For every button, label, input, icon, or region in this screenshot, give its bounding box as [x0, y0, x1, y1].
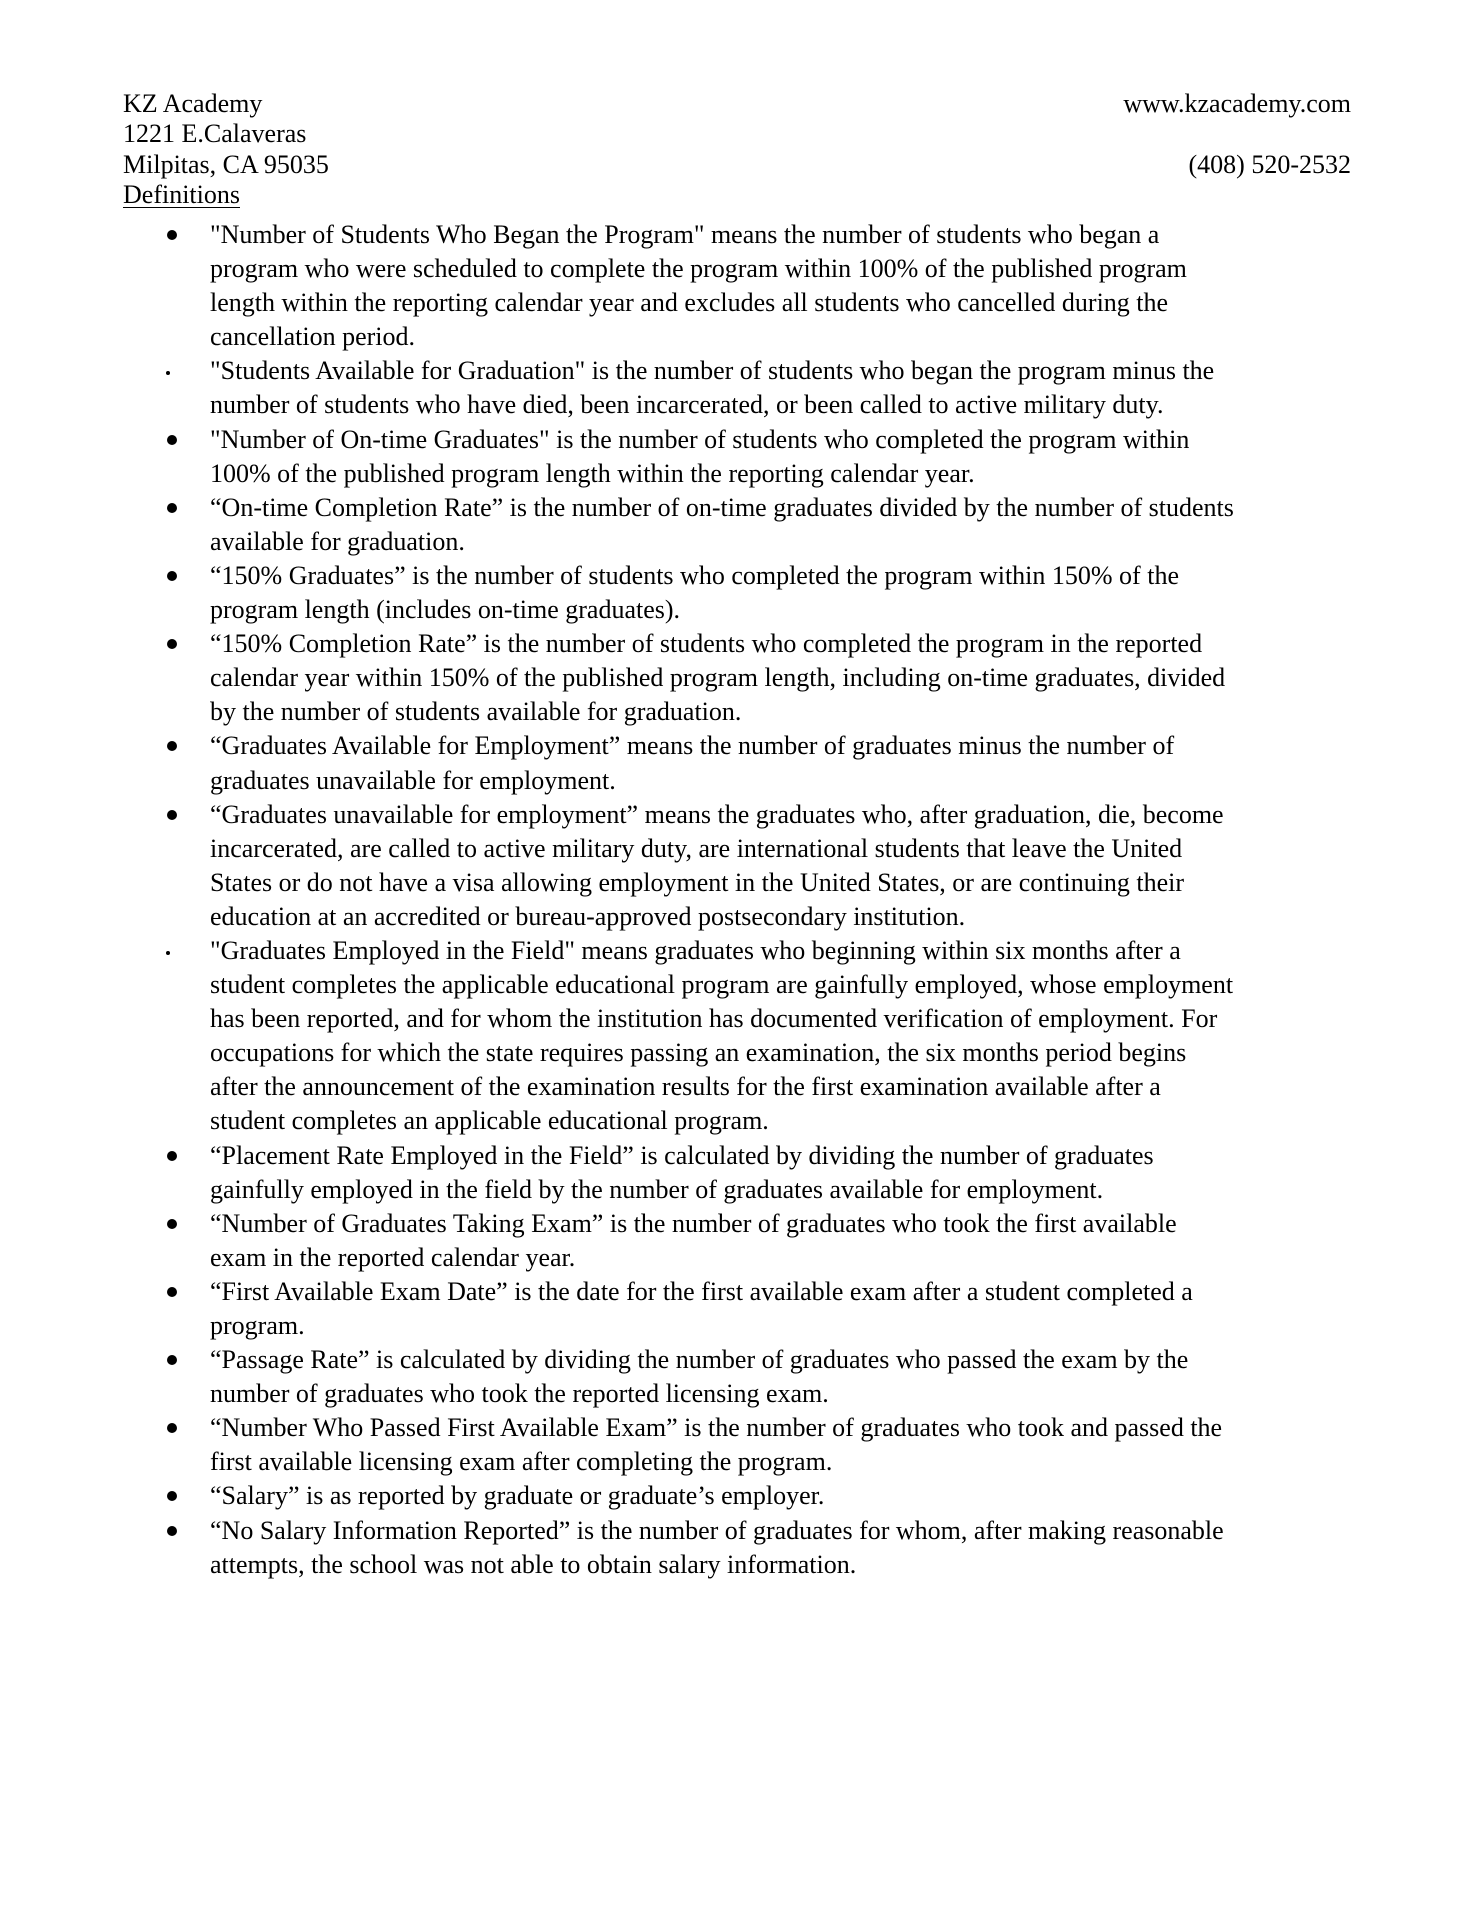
definition-text — [210, 1514, 1484, 1582]
definition-line: occupations for which the state requires passing an examination, the six months period begins — [210, 1038, 1187, 1068]
definition-line: “150% Graduates” is the number of students who completed the program within 150% of the — [210, 560, 1179, 590]
definition-text — [210, 491, 1484, 559]
definition-line: number of students who have died, been incarcerated, or been called to active military duty. — [210, 390, 1164, 420]
definitions-list — [0, 218, 1484, 1582]
definition-line: "Number of On-time Graduates" is the number of students who completed the program within — [210, 424, 1190, 454]
header-row-2 — [123, 119, 1351, 149]
definition-text — [210, 1411, 1484, 1479]
definition-item — [0, 491, 1484, 559]
definition-text — [210, 1343, 1484, 1411]
definition-line: “Salary” is as reported by graduate or graduate’s employer. — [210, 1481, 825, 1511]
definition-line: attempts, the school was not able to obtain salary information. — [210, 1549, 857, 1579]
definition-line: incarcerated, are called to active military duty, are international students that leave the United — [210, 833, 1183, 863]
definition-item — [0, 354, 1484, 422]
definition-text — [210, 1207, 1484, 1275]
bullet-icon — [167, 1287, 177, 1297]
definition-text — [210, 559, 1484, 627]
definition-text — [210, 423, 1484, 491]
bullet-icon — [167, 639, 177, 649]
definition-line: “On-time Completion Rate” is the number of on-time graduates divided by the number of students — [210, 492, 1234, 522]
definition-line: “Graduates Available for Employment” means the number of graduates minus the number of — [210, 731, 1175, 761]
address-city: Milpitas, CA 95035 — [123, 149, 329, 179]
definition-item — [0, 934, 1484, 1139]
bullet-icon — [167, 1423, 177, 1433]
definition-line: “Number of Graduates Taking Exam” is the number of graduates who took the first available — [210, 1208, 1177, 1238]
definition-line: program length (includes on-time graduates). — [210, 595, 681, 625]
definition-item — [0, 1514, 1484, 1582]
bullet-icon — [166, 951, 170, 955]
address-street: 1221 E.Calaveras — [123, 119, 307, 149]
definition-text — [210, 1275, 1484, 1343]
definition-line: length within the reporting calendar year and excludes all students who cancelled during the — [210, 288, 1169, 318]
definition-line: “Number Who Passed First Available Exam” is the number of graduates who took and passed the — [210, 1413, 1223, 1443]
definition-line: graduates unavailable for employment. — [210, 765, 616, 795]
definition-text — [210, 798, 1484, 934]
definition-text — [210, 1139, 1484, 1207]
definition-line: "Graduates Employed in the Field" means graduates who beginning within six months after a — [210, 935, 1181, 965]
bullet-icon — [166, 371, 170, 375]
definition-line: "Students Available for Graduation" is the number of students who began the program minus the — [210, 356, 1215, 386]
definition-text — [210, 1479, 1484, 1513]
bullet-icon — [167, 571, 177, 581]
definition-item — [0, 1411, 1484, 1479]
definition-line: gainfully employed in the field by the number of graduates available for employment. — [210, 1174, 1104, 1204]
definition-line: 100% of the published program length within the reporting calendar year. — [210, 458, 975, 488]
bullet-icon — [167, 1151, 177, 1161]
definition-line: available for graduation. — [210, 526, 465, 556]
definition-line: has been reported, and for whom the institution has documented verification of employment. For — [210, 1004, 1218, 1034]
bullet-icon — [167, 741, 177, 751]
definition-item — [0, 1275, 1484, 1343]
header-row-3 — [123, 150, 1351, 180]
definition-line: program. — [210, 1311, 305, 1340]
definition-text — [210, 218, 1484, 354]
bullet-icon — [167, 503, 177, 513]
definition-line: “150% Completion Rate” is the number of students who completed the program in the reported — [210, 629, 1203, 659]
section-title-definitions: Definitions — [123, 179, 240, 209]
bullet-icon — [167, 435, 177, 445]
definition-line: States or do not have a visa allowing employment in the United States, or are continuing their — [210, 867, 1185, 897]
letterhead — [123, 89, 1351, 210]
header-row-4 — [123, 180, 1351, 210]
organization-name: KZ Academy — [123, 89, 263, 118]
definition-line: number of graduates who took the reported licensing exam. — [210, 1379, 829, 1409]
definition-line: education at an accredited or bureau-approved postsecondary institution. — [210, 901, 966, 931]
definition-item — [0, 218, 1484, 354]
definition-line: “Placement Rate Employed in the Field” is calculated by dividing the number of graduates — [210, 1140, 1154, 1170]
definition-line: student completes an applicable educational program. — [210, 1106, 769, 1136]
bullet-icon — [167, 810, 177, 820]
definition-item — [0, 1479, 1484, 1513]
definition-item — [0, 798, 1484, 934]
definition-item — [0, 627, 1484, 729]
definition-line: after the announcement of the examination results for the first examination available after a — [210, 1072, 1161, 1102]
bullet-icon — [167, 1219, 177, 1229]
definition-line: by the number of students available for graduation. — [210, 697, 742, 727]
header-row-1 — [123, 89, 1351, 119]
bullet-icon — [167, 1491, 177, 1501]
bullet-icon — [167, 1355, 177, 1365]
website-link[interactable]: www.kzacademy.com — [1123, 89, 1351, 118]
definition-line: exam in the reported calendar year. — [210, 1242, 576, 1272]
bullet-icon — [167, 230, 177, 240]
definition-text — [210, 729, 1484, 797]
definition-line: cancellation period. — [210, 322, 416, 352]
definition-text — [210, 934, 1484, 1139]
definition-line: “Graduates unavailable for employment” means the graduates who, after graduation, die, become — [210, 799, 1224, 829]
definition-line: “Passage Rate” is calculated by dividing the number of graduates who passed the exam by the — [210, 1345, 1189, 1375]
bullet-icon — [167, 1526, 177, 1536]
definition-item — [0, 559, 1484, 627]
definition-line: program who were scheduled to complete the program within 100% of the published program — [210, 254, 1187, 284]
definition-item — [0, 729, 1484, 797]
definition-item — [0, 423, 1484, 491]
definition-item — [0, 1207, 1484, 1275]
definition-line: student completes the applicable educational program are gainfully employed, whose employment — [210, 970, 1234, 1000]
definition-item — [0, 1343, 1484, 1411]
definition-item — [0, 1139, 1484, 1207]
phone-number: (408) 520-2532 — [1188, 149, 1351, 179]
definition-line: first available licensing exam after completing the program. — [210, 1447, 833, 1477]
definition-line: calendar year within 150% of the published program length, including on-time graduates, divided — [210, 663, 1226, 693]
definition-line: "Number of Students Who Began the Program" means the number of students who began a — [210, 220, 1160, 249]
definition-line: “First Available Exam Date” is the date for the first available exam after a student completed a — [210, 1276, 1193, 1306]
definition-text — [210, 627, 1484, 729]
definition-text — [210, 354, 1484, 422]
definition-line: “No Salary Information Reported” is the number of graduates for whom, after making reasonable — [210, 1515, 1224, 1545]
